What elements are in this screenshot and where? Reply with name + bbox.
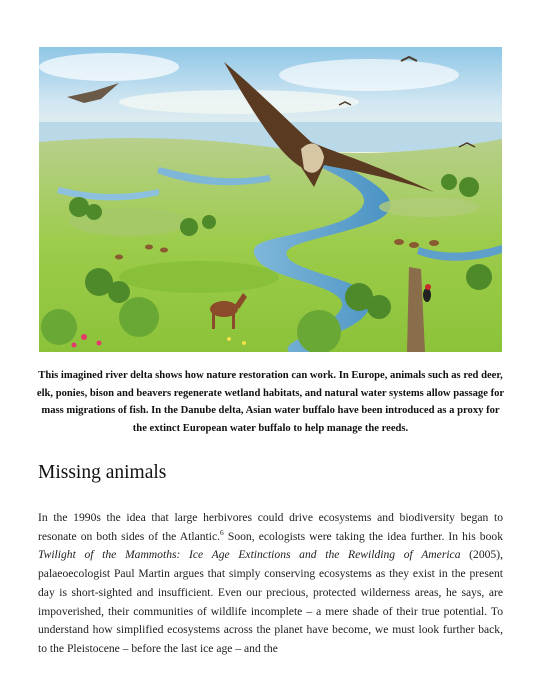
figure-caption: This imagined river delta shows how nature restoration can work. In Europe, animals such as red deer, elk, ponies, bison and beavers regenerate wetland habitats, and natural water systems allow passage for mass migrations of fish. In the Danube delta, Asian water buffalo have been introduced as a proxy for the extinct European water buffalo to help manage the reeds.	[36, 370, 505, 434]
paragraph-text: In the 1990s the idea that large herbivores could drive ecosystems and biodiversity began to resonate on both sides of the Atlantic.	[38, 511, 503, 543]
section-heading: Missing animals	[38, 462, 167, 483]
river-delta-illustration	[39, 47, 502, 352]
body-paragraph	[38, 509, 503, 659]
paragraph-text: Soon, ecologists were taking the idea further. In his book	[223, 529, 503, 543]
footnote-reference[interactable]: 6	[220, 527, 224, 537]
paragraph-text: (2005), palaeoecologist Paul Martin argues that simply conserving ecosystems as they exist in the present day is short-sighted and insufficient. Even our precious, protected wilderness areas, he says, are impoverished, their communities of wildlife incomplete – a mere shade of their true potential. To understand how simplified ecosystems across the planet have become, we must look further back, to the Pleistocene – before the last ice age – and the	[38, 548, 503, 655]
book-title: Twilight of the Mammoths: Ice Age Extinctions and the Rewilding of America	[38, 548, 461, 562]
